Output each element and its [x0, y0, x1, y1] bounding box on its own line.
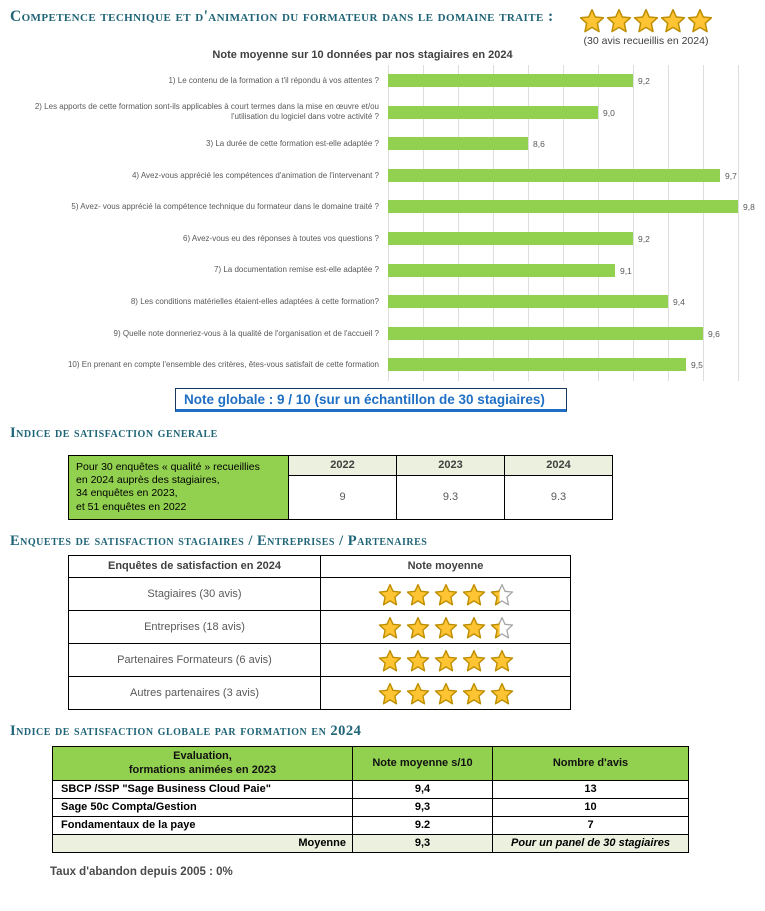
global-score-box: Note globale : 9 / 10 (sur un échantillon de 30 stagiaires) [175, 388, 567, 412]
star-icon [434, 616, 458, 640]
survey-note-line: Pour 30 enquêtes « qualité » recueillies [76, 461, 260, 474]
average-panel-note: Pour un panel de 30 stagiaires [493, 834, 689, 852]
chart-bar [388, 200, 738, 213]
formation-label: SBCP /SSP "Sage Business Cloud Paie" [53, 780, 353, 798]
table-row [69, 610, 571, 643]
chart-plot-track [388, 223, 756, 255]
star-icon [406, 682, 430, 706]
chart-plot-track [388, 191, 756, 223]
star-icon [579, 8, 605, 34]
chart-category-label: 5) Avez- vous apprécié la compétence technique du formateur dans le domaine traité ? [71, 202, 379, 212]
star-icon [434, 682, 458, 706]
chart-category-label: 6) Avez-vous eu des réponses à toutes vos questions ? [183, 233, 379, 243]
star-icon [378, 616, 402, 640]
chart-bar-value: 9,2 [638, 233, 650, 244]
formation-avis: 7 [493, 816, 689, 834]
chart-row [0, 255, 765, 287]
chart-bar [388, 106, 598, 119]
stakeholder-label: Entreprises (18 avis) [69, 610, 321, 643]
star-icon [687, 8, 713, 34]
abandon-rate-note: Taux d'abandon depuis 2005 : 0% [50, 865, 233, 878]
stakeholder-rating [321, 577, 571, 610]
chart-bar [388, 169, 720, 182]
formation-label: Sage 50c Compta/Gestion [53, 798, 353, 816]
chart-bar [388, 264, 615, 277]
formation-avis: 10 [493, 798, 689, 816]
chart-plot-track [388, 97, 756, 129]
stakeholder-rating [321, 676, 571, 709]
average-note: 9,3 [353, 834, 493, 852]
year-header-2022: 2022 [289, 455, 397, 475]
star-icon [378, 649, 402, 673]
chart-plot-track [388, 255, 756, 287]
chart-bar-value: 9,5 [691, 360, 703, 371]
chart-category-label: 1) Le contenu de la formation a t'il répondu à vos attentes ? [168, 75, 379, 85]
chart-bar [388, 232, 633, 245]
overall-rating [566, 8, 726, 47]
chart-bar-value: 9,7 [725, 170, 737, 181]
satisfaction-bar-chart [0, 65, 765, 381]
survey-note-cell [69, 455, 289, 519]
stakeholder-satisfaction-table [68, 555, 571, 710]
chart-category-label: 10) En prenant en compte l'ensemble des critères, êtes-vous satisfait de cette formation [67, 360, 379, 370]
chart-row [0, 223, 765, 255]
average-label: Moyenne [53, 834, 353, 852]
table-row [53, 816, 689, 834]
section-heading-general: Indice de satisfaction generale [10, 424, 218, 441]
formation-note: 9,4 [353, 780, 493, 798]
chart-category-label: 2) Les apports de cette formation sont-ils applicables à court termes dans la mise en œuvre et/ou l'utilisation du logiciel dans votre activité ? [34, 102, 379, 122]
chart-bar [388, 137, 528, 150]
formation-note: 9,3 [353, 798, 493, 816]
chart-category-label: 7) La documentation remise est-elle adaptée ? [214, 265, 379, 275]
star-icon [406, 616, 430, 640]
chart-plot-track [388, 160, 756, 192]
partial-star-icon [490, 616, 514, 640]
chart-bar-value: 9,6 [708, 328, 720, 339]
star-icon [462, 682, 486, 706]
score-2023: 9.3 [397, 475, 505, 519]
star-icon [434, 583, 458, 607]
survey-note-line: en 2024 auprès des stagiaires, [76, 474, 220, 487]
star-icon [462, 649, 486, 673]
chart-row [0, 97, 765, 129]
section-heading-formations: Indice de satisfaction globale par formation en 2024 [10, 722, 362, 739]
star-icon [633, 8, 659, 34]
year-header-2024: 2024 [505, 455, 613, 475]
chart-bar-value: 9,0 [603, 107, 615, 118]
chart-bar [388, 327, 703, 340]
stakeholder-label: Stagiaires (30 avis) [69, 577, 321, 610]
chart-row [0, 349, 765, 381]
stakeholder-label: Partenaires Formateurs (6 avis) [69, 643, 321, 676]
enquetes-col-header: Enquêtes de satisfaction en 2024 [69, 555, 321, 577]
chart-bar-value: 9,4 [673, 297, 685, 308]
chart-bar [388, 358, 686, 371]
chart-row [0, 128, 765, 160]
star-icon [462, 616, 486, 640]
chart-plot-track [388, 318, 756, 350]
chart-plot-track [388, 65, 756, 97]
avis-col-header: Nombre d'avis [493, 746, 689, 780]
star-icon [606, 8, 632, 34]
table-row [53, 798, 689, 816]
star-icon [462, 583, 486, 607]
formation-avis: 13 [493, 780, 689, 798]
year-header-2023: 2023 [397, 455, 505, 475]
stakeholder-rating [321, 643, 571, 676]
table-row [69, 676, 571, 709]
chart-category-label: 4) Avez-vous apprécié les compétences d'animation de l'intervenant ? [131, 170, 379, 180]
chart-plot-track [388, 286, 756, 318]
table-row [69, 643, 571, 676]
stakeholder-label: Autres partenaires (3 avis) [69, 676, 321, 709]
formation-note: 9.2 [353, 816, 493, 834]
chart-row [0, 160, 765, 192]
chart-row [0, 65, 765, 97]
formation-label: Fondamentaux de la paye [53, 816, 353, 834]
table-row [69, 577, 571, 610]
survey-note-line: et 51 enquêtes en 2022 [76, 500, 187, 513]
partial-star-icon [490, 583, 514, 607]
star-icon [490, 649, 514, 673]
score-2024: 9.3 [505, 475, 613, 519]
chart-plot-track [388, 349, 756, 381]
chart-row [0, 191, 765, 223]
evaluation-header-line: formations animées en 2023 [128, 764, 277, 777]
star-icon [660, 8, 686, 34]
note-moyenne-col-header: Note moyenne [321, 555, 571, 577]
per-formation-table [52, 746, 689, 853]
score-2022: 9 [289, 475, 397, 519]
star-icon [406, 649, 430, 673]
star-icon [378, 583, 402, 607]
evaluation-header-line: Evaluation, [173, 749, 232, 762]
chart-row [0, 318, 765, 350]
general-satisfaction-table [68, 455, 613, 520]
chart-plot-track [388, 128, 756, 160]
stakeholder-rating [321, 610, 571, 643]
chart-bar-value: 9,2 [638, 76, 650, 86]
chart-category-label: 9) Quelle note donneriez-vous à la qualité de l'organisation et de l'accueil ? [113, 328, 379, 338]
page-title: Competence technique et d'animation du formateur dans le domaine traite : [10, 8, 554, 25]
chart-bar-value: 9,1 [620, 265, 632, 276]
chart-bar-value: 9,8 [743, 202, 755, 213]
evaluation-col-header [53, 746, 353, 780]
survey-note-line: 34 enquêtes en 2023, [76, 487, 178, 500]
star-icon [406, 583, 430, 607]
chart-bar [388, 295, 668, 308]
chart-row [0, 286, 765, 318]
chart-category-label: 3) La durée de cette formation est-elle adaptée ? [206, 138, 379, 148]
chart-title: Note moyenne sur 10 données par nos stagiaires en 2024 [212, 49, 513, 61]
star-icon [490, 682, 514, 706]
chart-bar-value: 8,6 [533, 139, 545, 150]
section-heading-enquetes: Enquetes de satisfaction stagiaires / Entreprises / Partenaires [10, 532, 428, 549]
table-row [53, 780, 689, 798]
average-row [53, 834, 689, 852]
overall-star-rating [566, 8, 726, 34]
overall-rating-caption: (30 avis recueillis en 2024) [583, 35, 709, 47]
star-icon [378, 682, 402, 706]
note-col-header: Note moyenne s/10 [353, 746, 493, 780]
star-icon [434, 649, 458, 673]
chart-bar [388, 74, 633, 87]
chart-category-label: 8) Les conditions matérielles étaient-elles adaptées à cette formation? [130, 296, 379, 306]
page-header [0, 0, 765, 47]
